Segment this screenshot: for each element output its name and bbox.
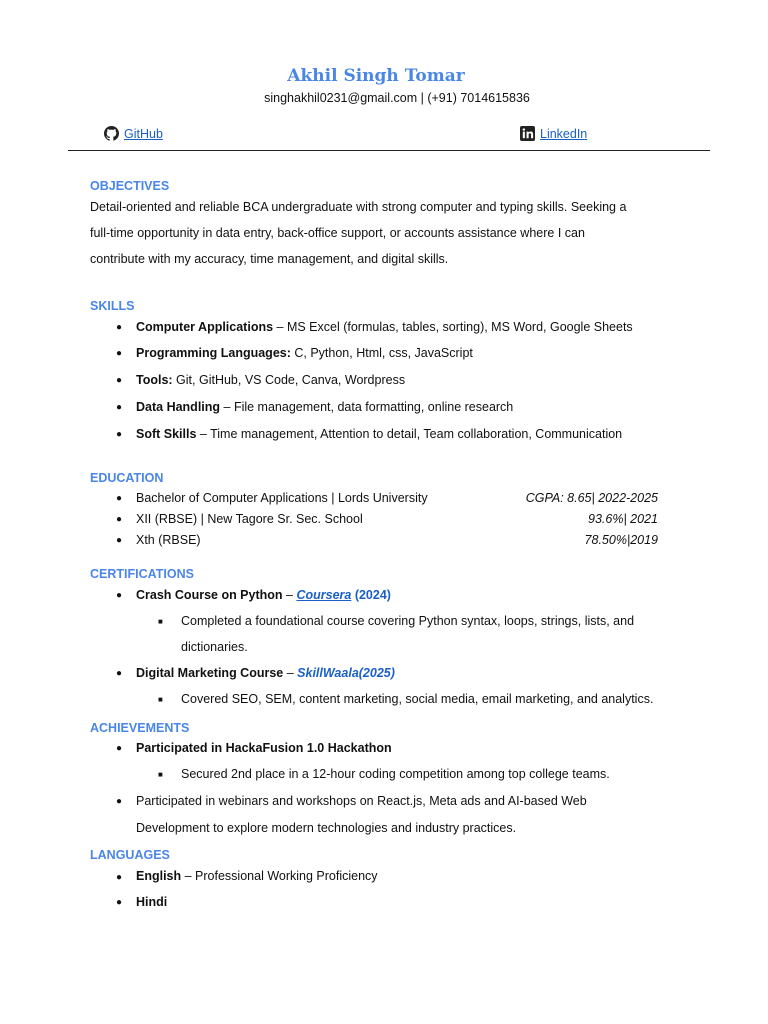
- skill-item: Tools: Git, GitHub, VS Code, Canva, Wordpress: [136, 373, 406, 387]
- github-link[interactable]: GitHub: [124, 126, 163, 141]
- linkedin-icon: [520, 126, 535, 141]
- github-link-row[interactable]: [104, 126, 163, 141]
- bullet-icon: ●: [116, 872, 123, 883]
- education-score: 78.50%|2019: [584, 533, 658, 547]
- objectives-line: Detail-oriented and reliable BCA undergraduate with strong computer and typing skills. Seeking a: [90, 200, 627, 214]
- skill-item: Data Handling – File management, data formatting, online research: [136, 400, 514, 414]
- bullet-icon: ●: [116, 375, 123, 386]
- bullet-icon: ●: [116, 402, 123, 413]
- achievement-item: Participated in webinars and workshops on React.js, Meta ads and AI-based Web: [136, 794, 587, 808]
- certifications-heading: CERTIFICATIONS: [90, 567, 194, 581]
- contact-info: singhakhil0231@gmail.com | (+91) 7014615836: [264, 91, 530, 105]
- education-score: 93.6%| 2021: [588, 512, 658, 526]
- bullet-icon: ●: [116, 743, 123, 754]
- bullet-icon: ●: [116, 796, 123, 807]
- objectives-heading: OBJECTIVES: [90, 179, 170, 193]
- bullet-icon: ●: [116, 429, 123, 440]
- objectives-line: full-time opportunity in data entry, back-office support, or accounts assistance where I can: [90, 226, 585, 240]
- achievement-detail: Secured 2nd place in a 12-hour coding competition among top college teams.: [181, 767, 610, 781]
- bullet-icon: ●: [116, 897, 123, 908]
- linkedin-link-row[interactable]: [520, 126, 587, 141]
- skill-item: Computer Applications – MS Excel (formulas, tables, sorting), MS Word, Google Sheets: [136, 320, 633, 334]
- certification-item: Digital Marketing Course – SkillWaala(2025): [136, 666, 395, 680]
- education-score: CGPA: 8.65| 2022-2025: [525, 491, 658, 505]
- bullet-icon: ●: [116, 348, 123, 359]
- square-bullet-icon: ■: [158, 770, 163, 779]
- skills-heading: SKILLS: [90, 299, 135, 313]
- education-item: Xth (RBSE): [136, 533, 201, 547]
- education-heading: EDUCATION: [90, 471, 164, 485]
- achievement-item: Participated in HackaFusion 1.0 Hackathon: [136, 741, 392, 755]
- header-divider: [68, 150, 710, 151]
- bullet-icon: ●: [116, 514, 123, 525]
- language-item: English – Professional Working Proficiency: [136, 869, 378, 883]
- certification-detail: Covered SEO, SEM, content marketing, social media, email marketing, and analytics.: [181, 692, 654, 706]
- linkedin-link[interactable]: LinkedIn: [540, 126, 588, 141]
- objectives-line: contribute with my accuracy, time management, and digital skills.: [90, 252, 449, 266]
- square-bullet-icon: ■: [158, 617, 163, 626]
- bullet-icon: ●: [116, 535, 123, 546]
- achievement-item-continued: Development to explore modern technologies and industry practices.: [136, 821, 517, 835]
- certification-detail: dictionaries.: [181, 640, 248, 654]
- github-icon: [104, 126, 119, 141]
- achievements-heading: ACHIEVEMENTS: [90, 721, 190, 735]
- bullet-icon: ●: [116, 493, 123, 504]
- bullet-icon: ●: [116, 322, 123, 333]
- candidate-name: Akhil Singh Tomar: [287, 66, 465, 86]
- skill-item: Programming Languages: C, Python, Html, css, JavaScript: [136, 346, 473, 360]
- certification-item: Crash Course on Python – Coursera (2024): [136, 588, 391, 602]
- bullet-icon: ●: [116, 590, 123, 601]
- skill-item: Soft Skills – Time management, Attention to detail, Team collaboration, Communication: [136, 427, 623, 441]
- education-item: XII (RBSE) | New Tagore Sr. Sec. School: [136, 512, 363, 526]
- education-item: Bachelor of Computer Applications | Lords University: [136, 491, 428, 505]
- square-bullet-icon: ■: [158, 695, 163, 704]
- language-item: Hindi: [136, 895, 168, 909]
- bullet-icon: ●: [116, 668, 123, 679]
- certification-detail: Completed a foundational course covering Python syntax, loops, strings, lists, and: [181, 614, 635, 628]
- languages-heading: LANGUAGES: [90, 848, 170, 862]
- objectives-text: [90, 194, 650, 272]
- coursera-link[interactable]: Coursera: [296, 588, 352, 602]
